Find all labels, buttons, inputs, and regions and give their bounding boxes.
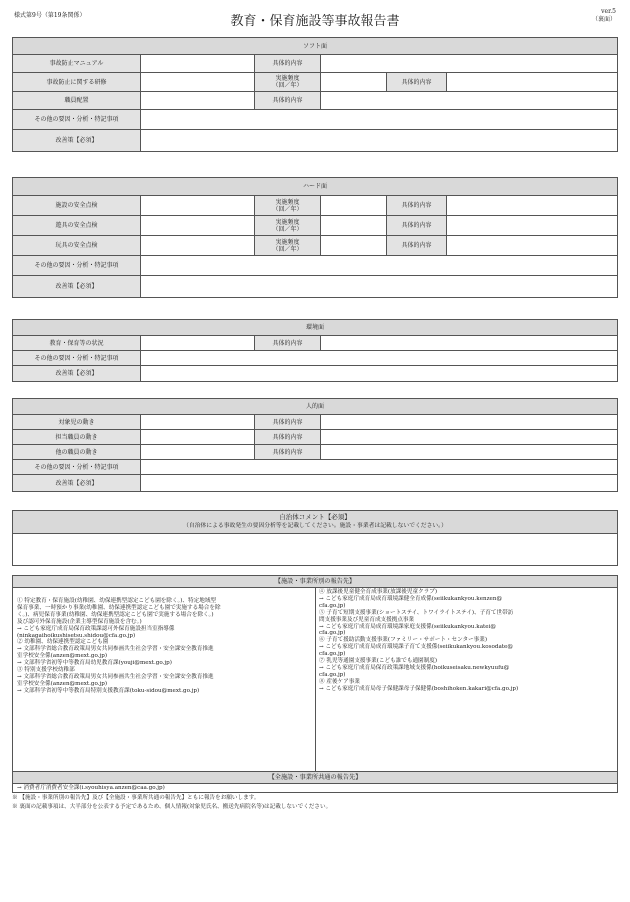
freq-input[interactable] (321, 73, 387, 92)
report-line: → こども家庭庁成育局成育環境課家庭支援係(seiikukankyou.katei@ (319, 623, 496, 630)
improve-input[interactable] (141, 276, 618, 298)
column-divider (315, 587, 316, 771)
report-line: 保育事業、一時預かり事業(幼稚園、幼保連携型認定こども園で実施する場合を除 (17, 604, 221, 611)
municipal-note: （自治体による事故発生の要因分析等を記載してください。施設・事業者は記載しないでください。） (183, 523, 447, 529)
hard-row-label: 遊具の安全点検 (13, 216, 141, 236)
human-section (12, 398, 618, 492)
report-line: cfa.go.jp) (319, 630, 346, 637)
report-line: ⑧ 産後ケア事業 (319, 678, 360, 685)
soft-section (12, 37, 618, 152)
report-line: → こども家庭庁成育局成育環境課健全育成係(seiikukankyou.kenzen@ (319, 595, 503, 602)
other-label: その他の要因・分析・特記事項 (13, 460, 141, 475)
improve-input[interactable] (141, 366, 618, 382)
human-row-input[interactable] (141, 430, 255, 445)
other-input[interactable] (141, 351, 618, 366)
human-title: 人的面 (13, 399, 618, 415)
detail-label: 具体的内容 (255, 92, 321, 110)
report-line: ⑤ 子育て短期支援事業(ショートステイ、トワイライトステイ)、子育て世帯訪 (319, 609, 514, 616)
report-line: → こども家庭庁成育局保育政策課認可外保育施設担当室指導係 (17, 625, 175, 632)
report-line: cfa.go.jp) (319, 651, 346, 658)
page-title: 教育・保育施設等事故報告書 (230, 14, 400, 29)
report-to-left-column (17, 598, 311, 695)
detail-input[interactable] (447, 196, 618, 216)
env-title: 環境面 (13, 320, 618, 336)
detail-input[interactable] (321, 55, 618, 73)
hard-title: ハード面 (13, 178, 618, 196)
detail-label: 具体的内容 (387, 73, 447, 92)
municipal-comment-input[interactable] (13, 534, 617, 567)
env-row-label: 教育・保育等の状況 (13, 336, 141, 351)
freq-label: 実施頻度 （回／年） (255, 216, 321, 236)
detail-label: 具体的内容 (387, 236, 447, 256)
improve-label: 改善策【必須】 (13, 475, 141, 492)
human-row-label: 対象児の動き (13, 415, 141, 430)
human-row-input[interactable] (141, 415, 255, 430)
other-input[interactable] (141, 110, 618, 130)
footnote: ※ 裏面の記載事項は、大半部分を公表する予定であるため、個人情報(対象児氏名、搬送先病院名等)は記載しないでください。 (12, 804, 332, 810)
human-row-input[interactable] (141, 445, 255, 460)
form-number: 様式第9号（第19条関係） (14, 12, 86, 19)
hard-row-input[interactable] (141, 236, 255, 256)
report-line: → こども家庭庁成育局成育環境課子育て支援係(seiikukankyou.kosodate@ (319, 644, 513, 651)
detail-label: 具体的内容 (387, 216, 447, 236)
report-line: cfa.go.jp) (319, 671, 346, 678)
report-line: cfa.go.jp) (319, 602, 346, 609)
hard-row-label: 玩具の安全点検 (13, 236, 141, 256)
municipal-header (13, 511, 617, 534)
municipal-comment-box (12, 510, 618, 566)
report-line: → こども家庭庁成育局保育政策課地域支援係(hoikuseisaku.newkyuufu@ (319, 664, 510, 671)
soft-row-input[interactable] (141, 73, 255, 92)
freq-label: 実施頻度 （回／年） (255, 196, 321, 216)
freq-label: 実施頻度 （回／年） (255, 236, 321, 256)
report-line: く。)、病児保育事業(幼稚園、幼保連携型認定こども園で実施する場合を除く。) (17, 611, 214, 618)
report-line: → 文部科学省総合教育政策局男女共同参画共生社会学習・安全課安全教育推進 (17, 673, 214, 680)
env-row-input[interactable] (141, 336, 255, 351)
detail-input[interactable] (321, 445, 618, 460)
soft-row-input[interactable] (141, 55, 255, 73)
report-line: (ninkagaihoikushisetsu.shidou@cfa.go.jp) (17, 632, 136, 639)
improve-input[interactable] (141, 130, 618, 152)
hard-row-input[interactable] (141, 196, 255, 216)
report-line: 室学校安全係(anzen@mext.go.jp) (17, 653, 108, 660)
other-label: その他の要因・分析・特記事項 (13, 110, 141, 130)
report-to-title: 【施設・事業所別の報告先】 (13, 576, 617, 588)
detail-label: 具体的内容 (255, 336, 321, 351)
soft-row-label: 職員配置 (13, 92, 141, 110)
report-line: → 文部科学省初等中等教育局幼児教育課(youji@mext.go.jp) (17, 660, 172, 667)
side-label: （裏面） (591, 16, 616, 23)
detail-input[interactable] (447, 236, 618, 256)
detail-input[interactable] (321, 336, 618, 351)
freq-input[interactable] (321, 216, 387, 236)
report-line: ⑥ 子育て援助活動支援事業(ファミリー・サポート・センター事業) (319, 637, 488, 644)
human-row-label: 担当職員の動き (13, 430, 141, 445)
report-line: 室学校安全係(anzen@mext.go.jp) (17, 680, 108, 687)
report-line: → こども家庭庁成育局母子保健課母子保健係(boshihoken.kakari@cfa.go.jp) (319, 685, 519, 692)
detail-input[interactable] (447, 216, 618, 236)
detail-label: 具体的内容 (255, 445, 321, 460)
hard-row-input[interactable] (141, 216, 255, 236)
report-line: 及び認可外保育施設(企業主導型保育施設を含む。) (17, 618, 142, 625)
report-line: ④ 放課後児童健全育成事業(放課後児童クラブ) (319, 589, 438, 595)
footnote: ※ 【施設・事業所別の報告先】及び【全施設・事業所共通の報告先】ともに報告をお願いします。 (12, 795, 260, 801)
detail-input[interactable] (321, 92, 618, 110)
soft-row-input[interactable] (141, 92, 255, 110)
other-label: その他の要因・分析・特記事項 (13, 256, 141, 276)
other-input[interactable] (141, 256, 618, 276)
other-label: その他の要因・分析・特記事項 (13, 351, 141, 366)
freq-label: 実施頻度 （回／年） (255, 73, 321, 92)
detail-input[interactable] (321, 430, 618, 445)
report-line: 問支援事業及び児童育成支援拠点事業 (319, 616, 415, 623)
report-line: ① 特定教育・保育施設(幼稚園、幼保連携型認定こども園を除く。)、特定地域型 (17, 598, 217, 604)
soft-row-label: 事故防止マニュアル (13, 55, 141, 73)
freq-input[interactable] (321, 196, 387, 216)
improve-label: 改善策【必須】 (13, 366, 141, 382)
improve-input[interactable] (141, 475, 618, 492)
report-line: ⑦ 乳児等通園支援事業(こども誰でも通園制度) (319, 658, 438, 665)
detail-label: 具体的内容 (255, 430, 321, 445)
report-line: → 文部科学省総合教育政策局男女共同参画共生社会学習・安全課安全教育推進 (17, 646, 214, 653)
soft-title: ソフト面 (13, 38, 618, 55)
common-report-title: 【全施設・事業所共通の報告先】 (13, 771, 617, 784)
version-label: ver.5 (601, 8, 616, 15)
municipal-title: 自治体コメント【必須】 (279, 513, 351, 521)
report-line: ③ 特別支援学校幼稚部 (17, 667, 75, 674)
detail-input[interactable] (447, 73, 618, 92)
hard-section (12, 177, 618, 298)
detail-label: 具体的内容 (387, 196, 447, 216)
detail-input[interactable] (321, 415, 618, 430)
human-row-label: 他の職員の動き (13, 445, 141, 460)
detail-label: 具体的内容 (255, 415, 321, 430)
env-section (12, 319, 618, 382)
hard-row-label: 施設の安全点検 (13, 196, 141, 216)
report-to-right-column (319, 589, 615, 693)
soft-row-label: 事故防止に関する研修 (13, 73, 141, 92)
freq-input[interactable] (321, 236, 387, 256)
improve-label: 改善策【必須】 (13, 130, 141, 152)
improve-label: 改善策【必須】 (13, 276, 141, 298)
report-to-box (12, 575, 618, 793)
report-line: ② 幼稚園、幼保連携型認定こども園 (17, 639, 109, 646)
detail-label: 具体的内容 (255, 55, 321, 73)
report-line: → 文部科学省初等中等教育局特別支援教育課(toku-sidou@mext.go.jp) (17, 687, 200, 694)
other-input[interactable] (141, 460, 618, 475)
common-report-line: → 消費者庁消費者安全課(i.syouhisya.anzen@caa.go.jp) (17, 785, 165, 791)
